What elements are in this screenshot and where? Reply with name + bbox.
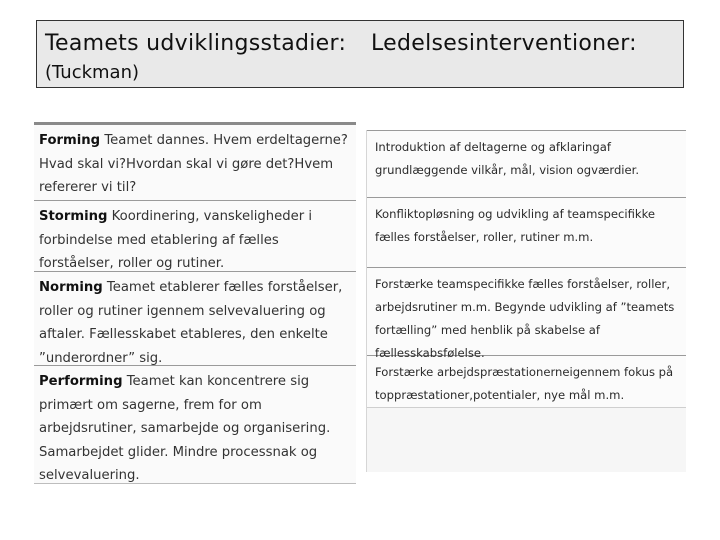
stage-name: Norming [39,280,103,295]
stage-row-storming [34,201,356,272]
intervention-row-4: Forstærke arbejdspræstationerneigennem fokus på toppræstationer,potentialer, nye mål m.m. [367,356,686,408]
stage-row-forming [34,125,356,201]
intervention-row-3: Forstærke teamspecifikke fælles forståelser, roller, arbejdsrutiner m.m. Begynde udvikling af ”teamets fortælling” med henblik på skabelse af fællesskabsfølelse. [367,268,686,356]
stage-row-norming [34,272,356,366]
title-interventions: Ledelsesinterventioner: [371,31,637,56]
stages-panel [34,122,356,484]
interventions-panel [366,130,686,472]
stage-text: Koordinering, vanskeligheder i forbindelse med etablering af fælles forståelser, roller og rutiner. [39,209,313,271]
stage-text: Teamet dannes. Hvem erdeltagerne? Hvad skal vi?Hvordan skal vi gøre det?Hvem refererer vi til? [39,133,348,195]
intervention-row-2: Konfliktopløsning og udvikling af teamspecifikke fælles forståelser, roller, rutiner m.m. [367,198,686,268]
intervention-row-1: Introduktion af deltagerne og afklaringaf grundlæggende vilkår, mål, vision ogværdier. [367,130,686,198]
title-box [36,20,684,88]
stage-name: Forming [39,133,101,148]
stage-row-performing [34,366,356,484]
stage-name: Performing [39,374,123,389]
stage-text: Teamet kan koncentrere sig primært om sagerne, frem for om arbejdsrutiner, samarbejde og organisering. Samarbejdet glider. Mindre processnak og selvevaluering. [39,374,331,483]
stage-name: Storming [39,209,108,224]
title-stages: Teamets udviklingsstadier: [45,31,347,56]
stage-text: Teamet etablerer fælles forståelser, roller og rutiner igennem selvevaluering og aftaler. Fællesskabet etableres, den enkelte ”underordner” sig. [39,280,343,366]
title-subtitle: (Tuckman) [45,62,140,83]
